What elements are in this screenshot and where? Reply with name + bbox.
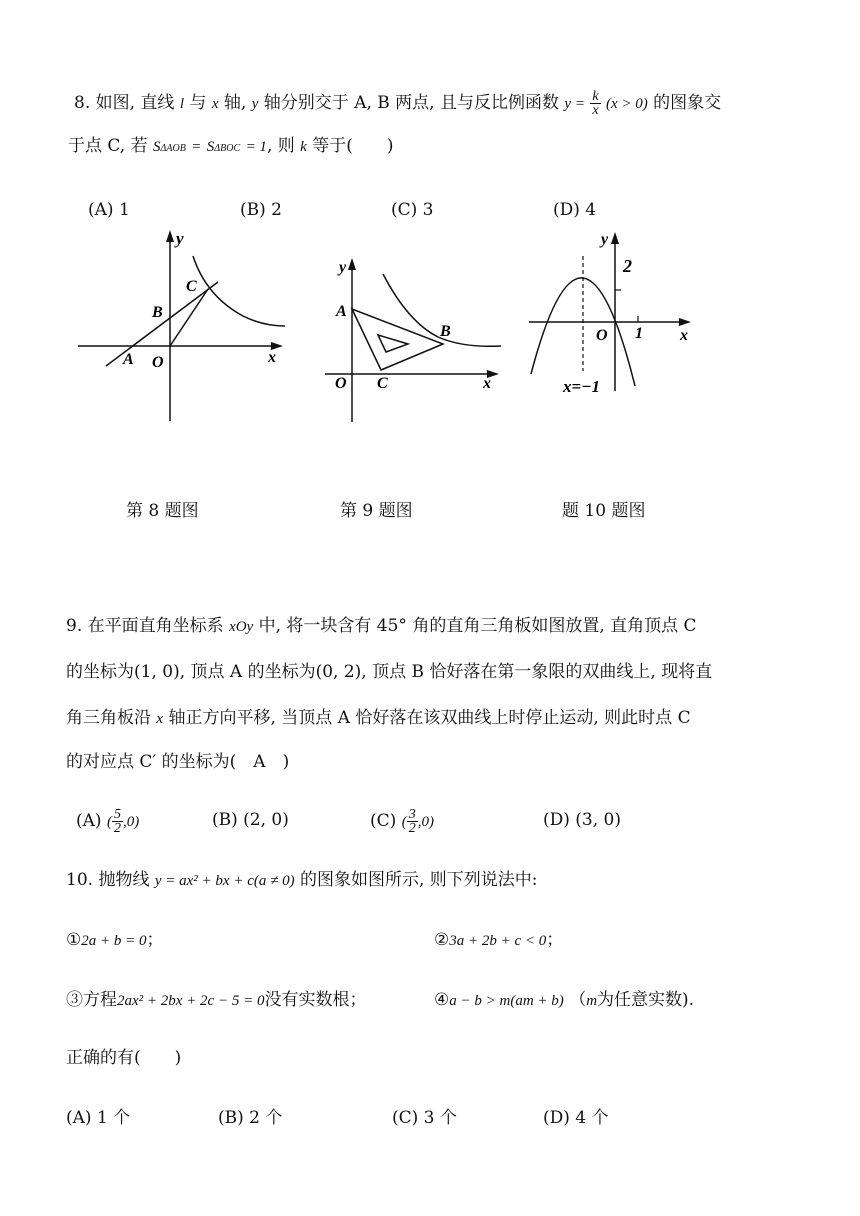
q8-text: 轴分别交于 A, B 两点, 且与反比例函数	[263, 93, 559, 113]
q8-area1: S	[153, 139, 161, 155]
q9-option-b: (B) (2, 0)	[212, 810, 289, 830]
frac-num: 3	[408, 807, 416, 822]
label-x: x	[680, 327, 688, 344]
frac-den: 2	[113, 821, 121, 836]
frac-den: x	[592, 103, 599, 118]
q8-text: 与	[189, 93, 207, 113]
q8-text: , 则	[266, 136, 295, 156]
q10-option-a: (A) 1 个	[66, 1108, 131, 1128]
label-y: y	[601, 231, 609, 248]
q8-var-y: y	[251, 96, 259, 112]
punct: 没有实数根；	[264, 990, 367, 1010]
triangle-outer	[352, 309, 443, 370]
q9-option-c	[370, 808, 434, 835]
opt-tail: ,0)	[417, 814, 434, 830]
frac-num: k	[592, 89, 599, 104]
x-arrow-icon	[679, 318, 691, 326]
label-x: x	[268, 349, 276, 366]
label-y: y	[339, 259, 347, 276]
q8-option-b: (B) 2	[240, 200, 282, 220]
q9-opt-a-fraction	[112, 808, 123, 835]
q9-var-xoy: xOy	[229, 619, 254, 635]
label-b: B	[440, 323, 451, 340]
q8-option-d: (D) 4	[553, 200, 597, 220]
statement: a − b > m(am + b)	[449, 993, 564, 1009]
q9-opt-c-fraction	[407, 808, 418, 835]
q8-func-cond: (x > 0)	[605, 96, 648, 112]
paren: (	[401, 814, 407, 830]
q8-text: 8. 如图, 直线	[74, 93, 175, 113]
q9-line1	[66, 614, 697, 639]
label-c: C	[186, 278, 197, 295]
q8-text: 的图象交	[653, 93, 722, 113]
q9-var-x: x	[156, 711, 164, 727]
q8-var-l: l	[179, 96, 185, 112]
statement: 2a + b = 0	[81, 933, 147, 949]
opt-tail: ,0)	[122, 814, 140, 830]
q8-text: 等于( )	[312, 136, 394, 156]
q10-statement-1	[66, 928, 164, 953]
punct: 为任意实数).	[597, 990, 695, 1010]
q10-statement-3	[66, 988, 366, 1013]
figure-9	[323, 252, 508, 427]
paren: (	[106, 814, 112, 830]
label-o: O	[335, 375, 347, 392]
q8-var-x: x	[211, 96, 219, 112]
q10-statement-2	[434, 928, 563, 953]
q8-option-c: (C) 3	[391, 200, 434, 220]
caption-fig8: 第 8 题图	[126, 501, 199, 521]
marker: ④	[434, 990, 450, 1010]
q10-option-d: (D) 4 个	[543, 1108, 609, 1128]
label-x: x	[483, 375, 491, 392]
label-b: B	[152, 304, 163, 321]
frac-num: 5	[113, 807, 121, 822]
q8-option-a: (A) 1	[88, 200, 130, 220]
y-arrow-icon	[348, 258, 356, 270]
q10-line1	[66, 868, 538, 893]
caption-fig10: 题 10 题图	[562, 501, 646, 521]
label-c: C	[377, 375, 388, 392]
var-m: m	[586, 993, 598, 1009]
q8-area2: S	[206, 139, 215, 155]
q8-area1-sub: ΔAOB	[160, 143, 186, 154]
marker: ①	[66, 930, 82, 950]
caption-fig9: 第 9 题图	[340, 501, 413, 521]
q8-line2	[68, 134, 394, 161]
q8-eq: =	[191, 139, 202, 155]
segment-oc	[170, 289, 208, 346]
punct: ；	[146, 930, 164, 950]
q10-text: 的图象如图所示, 则下列说法中:	[299, 870, 538, 890]
figure-10	[525, 226, 700, 401]
q9-line3	[66, 706, 691, 731]
marker: ③方程	[66, 990, 117, 1010]
y-arrow-icon	[166, 230, 174, 242]
q8-func-fraction	[590, 90, 600, 117]
q10-ask: 正确的有( )	[66, 1048, 182, 1068]
label-2: 2	[623, 256, 632, 276]
label-a: A	[336, 303, 347, 320]
q10-statement-4	[434, 988, 694, 1013]
label-y: y	[176, 229, 184, 248]
q9-line2: 的坐标为(1, 0), 顶点 A 的坐标为(0, 2), 顶点 B 恰好落在第一象限的双曲线上, 现将直	[66, 662, 713, 682]
q10-option-b: (B) 2 个	[218, 1108, 283, 1128]
statement: 2ax² + 2bx + 2c − 5 = 0	[117, 993, 265, 1009]
frac-den: 2	[408, 821, 416, 836]
label-o: O	[596, 327, 608, 344]
q8-text: 于点 C, 若	[68, 136, 148, 156]
punct: ；	[546, 930, 564, 950]
q9-text: 9. 在平面直角坐标系	[66, 616, 224, 636]
q9-text: 轴正方向平移, 当顶点 A 恰好落在该双曲线上时停止运动, 则此时点 C	[168, 708, 691, 728]
q10-option-c: (C) 3 个	[392, 1108, 457, 1128]
punct: （	[569, 990, 587, 1010]
q10-equation: y = ax² + bx + c(a ≠ 0)	[154, 873, 295, 889]
marker: ②	[434, 930, 450, 950]
q8-func-lhs: y =	[564, 96, 585, 112]
q8-area2-sub: ΔBOC	[214, 143, 241, 154]
label-o: O	[152, 354, 164, 371]
q8-text: 轴,	[223, 93, 247, 113]
q9-line4: 的对应点 C′ 的坐标为( A )	[66, 752, 290, 772]
q10-text: 10. 抛物线	[66, 870, 150, 890]
figure-8	[78, 226, 293, 426]
q9-text: 中, 将一块含有 45° 角的直角三角板如图放置, 直角顶点 C	[258, 616, 697, 636]
label-x-eq: x=−1	[563, 377, 600, 396]
y-arrow-icon	[611, 232, 619, 244]
opt-label: (C)	[370, 811, 397, 831]
statement: 3a + 2b + c < 0	[449, 933, 547, 949]
label-1: 1	[635, 325, 643, 342]
q8-eq: = 1	[245, 139, 267, 155]
label-a: A	[123, 351, 134, 368]
triangle-inner	[378, 335, 408, 352]
opt-label: (A)	[76, 811, 102, 831]
q9-text: 角三角板沿	[66, 708, 151, 728]
q8-var-k: k	[300, 139, 307, 155]
q9-option-d: (D) (3, 0)	[543, 810, 622, 830]
q8-line1	[74, 90, 721, 117]
q9-option-a	[76, 808, 139, 835]
